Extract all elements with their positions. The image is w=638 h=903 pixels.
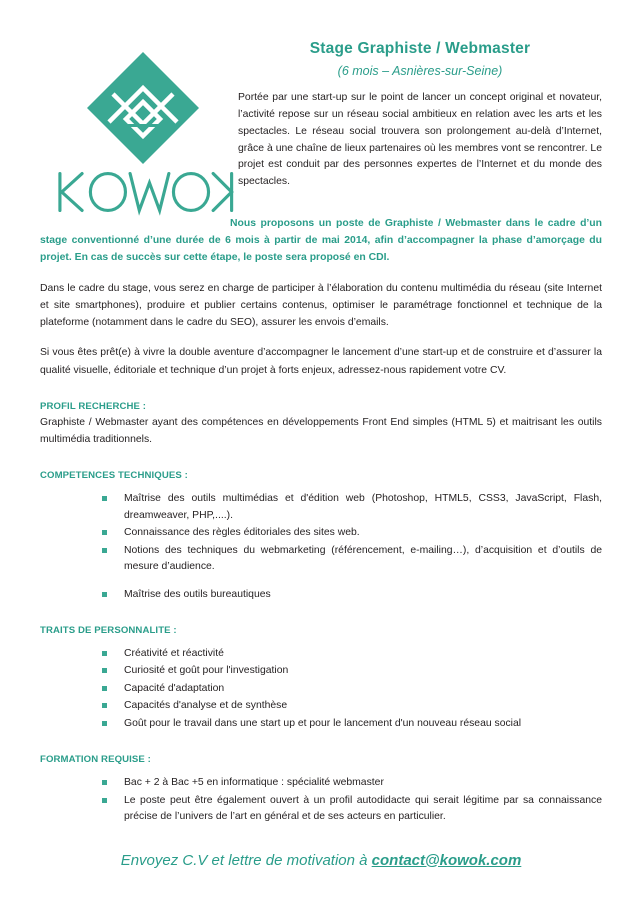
page-title: Stage Graphiste / Webmaster bbox=[309, 40, 531, 57]
list-item-text: Le poste peut être également ouvert à un profil autodidacte qui serait légitime par sa connaissance précise de l’univers de l’art en général et de ses acteurs en particulier. bbox=[124, 794, 602, 823]
list-item-text: Notions des techniques du webmarketing (référencement, e-mailing…), d’acquisition et d’outils de mesure d’audience. bbox=[124, 544, 602, 573]
bullet-square-icon bbox=[102, 686, 107, 691]
list-item-text: Capacités d'analyse et de synthèse bbox=[124, 700, 288, 712]
list-item bbox=[102, 663, 602, 679]
bullet-square-icon bbox=[102, 721, 107, 726]
section-heading-competences: COMPETENCES TECHNIQUES : bbox=[40, 470, 188, 482]
list-item bbox=[102, 681, 602, 697]
list-item-text: Goût pour le travail dans une start up et pour le lancement d'un nouveau réseau social bbox=[124, 717, 522, 729]
bullet-square-icon bbox=[102, 703, 107, 708]
list-item-text: Bac + 2 à Bac +5 en informatique : spécialité webmaster bbox=[124, 777, 384, 789]
contact-email-link[interactable]: contact@kowok.com bbox=[371, 851, 522, 869]
bullet-square-icon bbox=[102, 668, 107, 673]
traits-list bbox=[40, 646, 602, 732]
highlight-paragraph: Nous proposons un poste de Graphiste / Webmaster dans le cadre d’un stage conventionné d’une durée de 6 mois à partir de mai 2014, afin d’accompagner la phase d’amorçage du projet. En cas de succès sur cette étape, le poste sera proposé en CDI. bbox=[40, 218, 602, 263]
list-item bbox=[102, 587, 602, 603]
bullet-square-icon bbox=[102, 651, 107, 656]
list-item-text: Maîtrise des outils bureautiques bbox=[124, 588, 271, 600]
bullet-square-icon bbox=[102, 798, 107, 803]
bullet-square-icon bbox=[102, 530, 107, 535]
formation-list bbox=[40, 775, 602, 825]
list-item-text: Maîtrise des outils multimédias et d'édition web (Photoshop, HTML5, CSS3, JavaScript, Flash, dreamweaver, PHP,....). bbox=[124, 493, 602, 521]
bullet-square-icon bbox=[102, 780, 107, 785]
section-text-profil: Graphiste / Webmaster ayant des compétences en développements Front End simples (HTML 5) et maitrisant les outils multimédia traditionnels. bbox=[40, 416, 602, 446]
header-text-column bbox=[238, 40, 602, 191]
brand-logo bbox=[48, 48, 238, 221]
list-item bbox=[102, 525, 602, 541]
list-item-text: Connaissance des règles éditoriales des sites web. bbox=[124, 527, 360, 539]
intro-paragraph: Portée par une start-up sur le point de lancer un concept original et novateur, l’activité repose sur un réseau social ambitieux en relation avec les arts et les spectacles. Le réseau social trouvera son prolongement au-delà d’Internet, grâce à une chaîne de lieux partenaires où les membres vont se rencontrer. Le projet est conduit par des personnes expertes de l’Internet et du monde des spectacles. bbox=[238, 92, 602, 188]
list-item bbox=[102, 793, 602, 826]
list-item bbox=[102, 775, 602, 791]
list-item-text: Curiosité et goût pour l'investigation bbox=[124, 665, 289, 677]
bullet-square-icon bbox=[102, 592, 107, 597]
list-item bbox=[102, 698, 602, 714]
page-subtitle: (6 mois – Asnières-sur-Seine) bbox=[337, 64, 503, 78]
section-heading-traits: TRAITS DE PERSONNALITE : bbox=[40, 625, 177, 637]
bullet-square-icon bbox=[102, 496, 107, 501]
brand-wordmark bbox=[48, 168, 238, 221]
footer-call-to-action bbox=[40, 852, 602, 869]
body-paragraph-2: Si vous êtes prêt(e) à vivre la double aventure d’accompagner le lancement d’une start-up et de construire et d’assurer la qualité visuelle, éditoriale et technique d’un projet à forts enjeux, adressez-nous rapidement votre CV. bbox=[40, 347, 602, 376]
bullet-square-icon bbox=[102, 548, 107, 553]
list-item-text: Capacité d'adaptation bbox=[124, 682, 225, 694]
list-item bbox=[102, 646, 602, 662]
section-heading-formation: FORMATION REQUISE : bbox=[40, 754, 151, 766]
body-paragraph-1: Dans le cadre du stage, vous serez en charge de participer à l’élaboration du contenu multimédia du réseau (site Internet et site smartphones), produire et publier certains contenus, optimiser le paramétrage fonctionnel et technique de la plateforme (notamment dans le cadre du SEO), assurer les envois d’emails. bbox=[40, 282, 602, 329]
document-header bbox=[40, 40, 602, 210]
list-item bbox=[102, 716, 602, 732]
list-item bbox=[102, 543, 602, 576]
competences-list bbox=[40, 491, 602, 603]
kowok-diamond-logo-icon bbox=[83, 48, 203, 168]
list-item-text: Créativité et réactivité bbox=[124, 648, 224, 660]
footer-cta-text: Envoyez C.V et lettre de motivation à bbox=[120, 851, 372, 869]
section-heading-profil: PROFIL RECHERCHE : bbox=[40, 400, 147, 412]
list-item bbox=[102, 491, 602, 524]
